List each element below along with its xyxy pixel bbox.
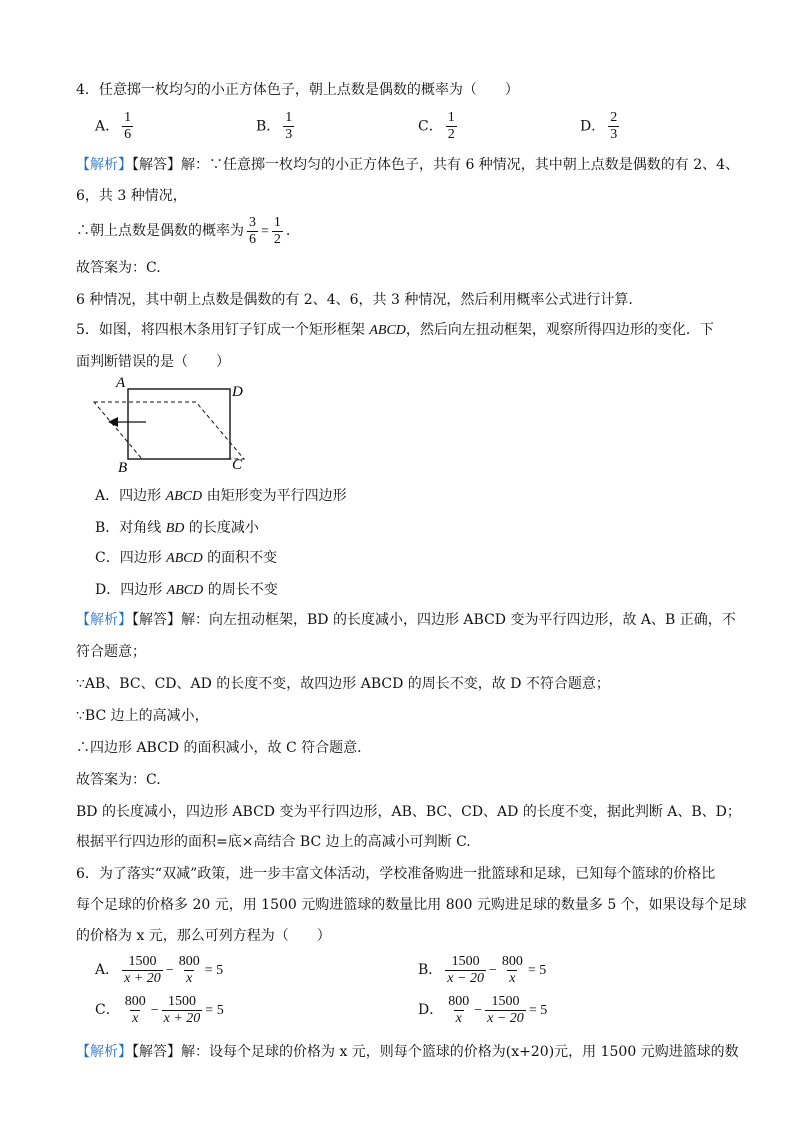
parallelogram-frame — [94, 402, 244, 459]
q5-figure — [80, 376, 260, 476]
q5-note-line1: BD 的长度减小，四边形 ABCD 变为平行四边形，AB、BC、CD、AD 的长度不变，据此判断 A、B、D； — [76, 804, 741, 820]
vertex-label-a: A — [116, 376, 126, 391]
q4-note: 6 种情况，其中朝上点数是偶数的有 2、4、6，共 3 种情况，然后利用概率公式进行计算. — [76, 292, 633, 308]
q5-solution-line4: ∵BC 边上的高减小， — [76, 708, 209, 724]
q4-answer: 故答案为：C. — [76, 260, 161, 276]
q6-option-d[interactable]: D． $\frac{800}{x}$ − $\frac{1500}{x - 20}$ = 5 — [418, 993, 548, 1026]
vertex-label-c: C — [232, 457, 243, 473]
q6-solution-line1: 【解析】【解答】解：设每个足球的价格为 x 元，则每个篮球的价格为(x+20)元，用 1500 元购进篮球的数 — [76, 1044, 739, 1060]
q4-option-c[interactable]: C． $\frac{1}{2}$ — [418, 110, 455, 142]
q6-option-c[interactable]: C． $\frac{800}{x}$ − $\frac{1500}{x + 20}$ = 5 — [95, 993, 224, 1026]
q5-option-d[interactable]: D．四边形 ABCD 的周长不变 — [95, 582, 278, 598]
q5-note-line2: 根据平行四边形的面积=底×高结合 BC 边上的高减小可判断 C. — [76, 834, 471, 850]
q6-stem-line3: 的价格为 x 元，那么可列方程为（ ） — [76, 928, 331, 944]
q5-answer: 故答案为：C. — [76, 772, 161, 788]
q5-stem-line2: 面判断错误的是（ ） — [76, 354, 230, 370]
q4-solution-line2: 6，共 3 种情况， — [76, 188, 187, 204]
q6-stem-line1: 6．为了落实“双减”政策，进一步丰富文体活动，学校准备购进一批篮球和足球，已知每个篮球的价格比 — [76, 866, 716, 882]
vertex-label-b: B — [118, 460, 128, 476]
analysis-tag[interactable]: 【解析】 — [76, 612, 132, 628]
q6-option-b[interactable]: B． $\frac{1500}{x - 20}$ − $\frac{800}{x}$ = 5 — [418, 953, 547, 986]
q4-stem: 4．任意掷一枚均匀的小正方体色子，朝上点数是偶数的概率为（ ） — [76, 82, 519, 98]
q6-option-a[interactable]: A． $\frac{1500}{x + 20}$ − $\frac{800}{x}$ = 5 — [95, 953, 224, 986]
q4-option-a[interactable]: A． $\frac{1}{6}$ — [95, 110, 132, 142]
q4-option-d[interactable]: D． $\frac{2}{3}$ — [580, 110, 618, 142]
rectangle-frame — [128, 389, 230, 459]
vertex-label-d: D — [232, 384, 243, 400]
analysis-tag[interactable]: 【解析】 — [76, 1044, 132, 1060]
q5-option-b[interactable]: B．对角线 BD 的长度减小 — [95, 520, 259, 536]
q5-solution-line2: 符合题意； — [76, 644, 146, 660]
q6-stem-line2: 每个足球的价格多 20 元，用 1500 元购进篮球的数量比用 800 元购进足球的数量多 5 个，如果设每个足球 — [76, 897, 747, 913]
q5-stem-line1: 5．如图，将四根木条用钉子钉成一个矩形框架 ABCD，然后向左扭动框架，观察所得四边形的变化．下 — [76, 322, 714, 338]
q5-option-a[interactable]: A．四边形 ABCD 由矩形变为平行四边形 — [95, 488, 347, 504]
q5-solution-line1: 【解析】【解答】解：向左扭动框架，BD 的长度减小，四边形 ABCD 变为平行四边形，故 A、B 正确，不 — [76, 612, 736, 628]
analysis-tag[interactable]: 【解析】 — [76, 157, 132, 173]
q5-solution-line5: ∴四边形 ABCD 的面积减小，故 C 符合题意. — [76, 740, 362, 756]
q4-option-b[interactable]: B． $\frac{1}{3}$ — [256, 110, 293, 142]
q4-solution-line1: 【解析】【解答】解：∵任意掷一枚均匀的小正方体色子，共有 6 种情况，其中朝上点数是偶数的有 2、4、 — [76, 157, 740, 173]
q5-solution-line3: ∵AB、BC、CD、AD 的长度不变，故四边形 ABCD 的周长不变，故 D 不符合题意； — [76, 676, 610, 692]
q5-option-c[interactable]: C．四边形 ABCD 的面积不变 — [95, 550, 278, 566]
arrow-head-icon — [108, 417, 118, 427]
q4-solution-line3: ∴朝上点数是偶数的概率为 $\frac{3}{6}$ = $\frac{1}{2}$ . — [76, 214, 291, 247]
